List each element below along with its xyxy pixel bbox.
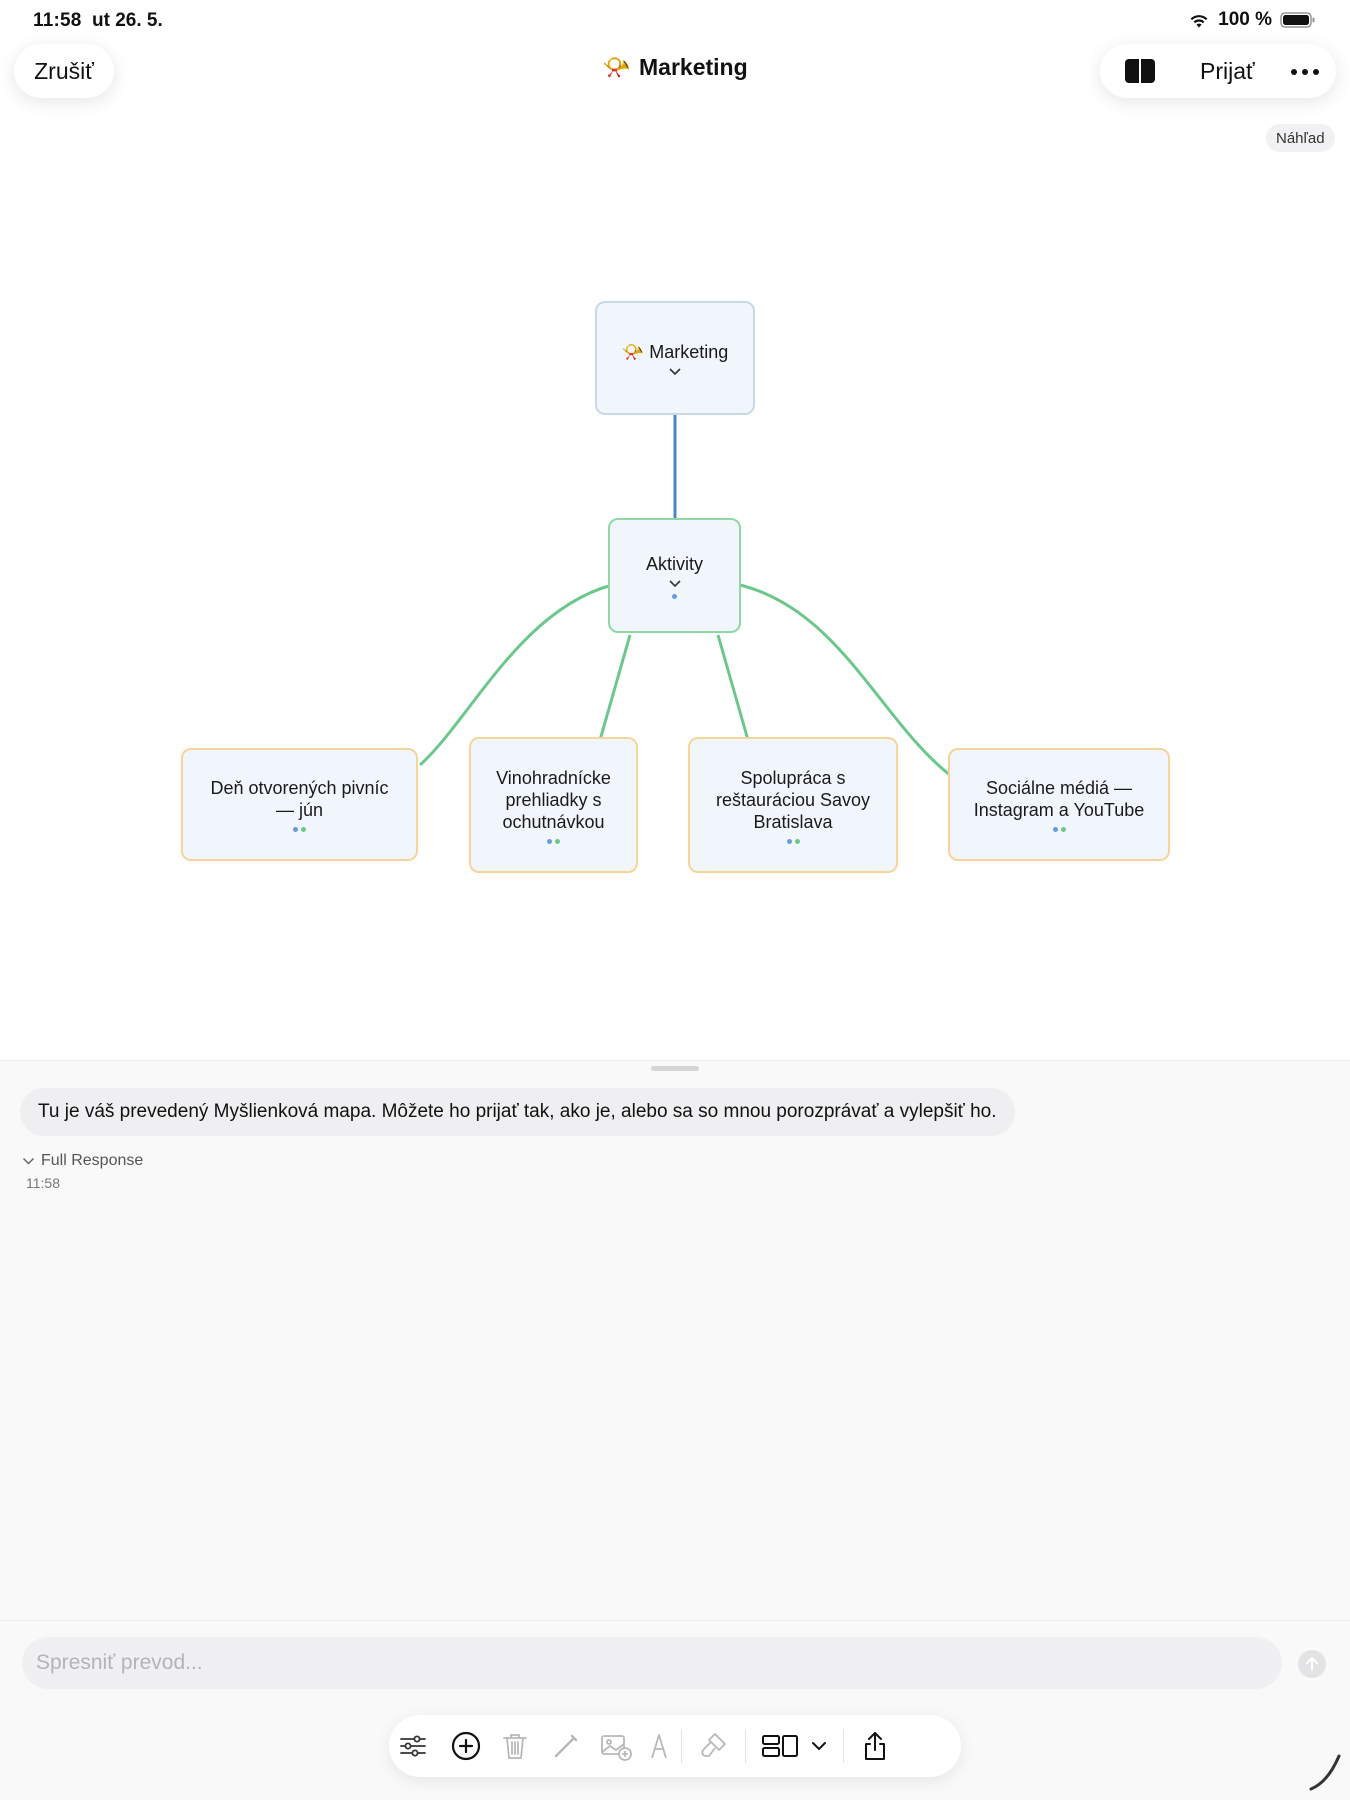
status-indicators: [1188, 9, 1316, 31]
status-date: ut 26. 5.: [92, 10, 163, 31]
header-actions: [1100, 44, 1336, 98]
child-indicator: [672, 594, 677, 599]
node-hub-aktivity[interactable]: [608, 518, 741, 633]
chevron-down-icon[interactable]: [807, 1730, 831, 1762]
share-icon[interactable]: [859, 1730, 891, 1762]
link-hub-leaf-2: [600, 635, 630, 740]
mind-map-canvas[interactable]: [0, 160, 1350, 1060]
node-leaf-label: Sociálne médiá — Instagram a YouTube: [973, 778, 1145, 820]
refine-input[interactable]: [22, 1637, 1282, 1689]
chat-panel: [0, 1060, 1350, 1620]
add-image-icon[interactable]: [600, 1730, 632, 1762]
add-circle-icon[interactable]: [450, 1730, 482, 1762]
panel-grabber[interactable]: [651, 1066, 699, 1071]
node-root-marketing[interactable]: [595, 301, 755, 415]
node-leaf-label: Deň otvorených pivníc — jún: [210, 778, 389, 820]
node-root-label: 📯 Marketing: [621, 341, 729, 362]
node-leaf-label: Spolupráca s reštauráciou Savoy Bratislava: [715, 767, 871, 832]
toolbar-divider: [843, 1729, 844, 1763]
full-response-toggle[interactable]: [22, 1152, 143, 1170]
status-time: 11:58: [33, 10, 82, 31]
child-indicator: [1053, 827, 1066, 832]
toolbar-divider: [745, 1729, 746, 1763]
more-icon[interactable]: [1290, 68, 1320, 76]
node-leaf-4[interactable]: [948, 748, 1170, 861]
node-hub-label: Aktivity: [645, 553, 703, 574]
wifi-icon: [1188, 11, 1210, 29]
link-hub-leaf-3: [718, 635, 748, 740]
node-leaf-3[interactable]: [688, 737, 898, 873]
chevron-down-icon[interactable]: [668, 367, 682, 376]
chevron-down-icon[interactable]: [668, 579, 682, 588]
node-leaf-label: Vinohradnícke prehliadky s ochutnávkou: [496, 767, 611, 832]
assistant-message: Tu je váš prevedený Myšlienková mapa. Môžete ho prijať tak, ako je, alebo sa so mnou porozprávať a vylepšiť ho.: [20, 1088, 1015, 1136]
send-button[interactable]: [1298, 1650, 1326, 1678]
child-indicator: [293, 827, 306, 832]
full-response-label: Full Response: [41, 1152, 144, 1169]
font-icon[interactable]: [643, 1730, 675, 1762]
paint-brush-icon[interactable]: [697, 1730, 729, 1762]
megaphone-icon: 📯: [621, 341, 645, 362]
tool-pill: [389, 1715, 961, 1777]
child-indicator: [547, 839, 560, 844]
layout-icon[interactable]: [761, 1730, 801, 1762]
sliders-icon[interactable]: [397, 1730, 429, 1762]
arrow-up-icon: [1305, 1656, 1319, 1672]
document-title-text: Marketing: [639, 54, 748, 80]
pencil-hover-icon: [1308, 1752, 1342, 1792]
accept-button[interactable]: Prijať: [1200, 58, 1255, 84]
trash-icon[interactable]: [499, 1730, 531, 1762]
chevron-down-icon: [22, 1157, 35, 1166]
megaphone-icon: 📯: [602, 54, 631, 80]
child-indicator: [787, 839, 800, 844]
status-bar: [0, 0, 1350, 44]
input-area: [0, 1620, 1350, 1700]
node-leaf-1[interactable]: [181, 748, 418, 861]
split-view-icon[interactable]: [1124, 58, 1156, 84]
battery-icon: [1280, 11, 1316, 29]
message-time: 11:58: [26, 1175, 60, 1191]
cancel-button[interactable]: Zrušiť: [14, 44, 114, 98]
node-leaf-2[interactable]: [469, 737, 638, 873]
preview-badge[interactable]: Náhľad: [1266, 124, 1335, 152]
bottom-toolbar: [0, 1700, 1350, 1800]
battery-percent: 100 %: [1218, 9, 1272, 30]
toolbar-divider: [681, 1729, 682, 1763]
pencil-icon[interactable]: [550, 1730, 582, 1762]
